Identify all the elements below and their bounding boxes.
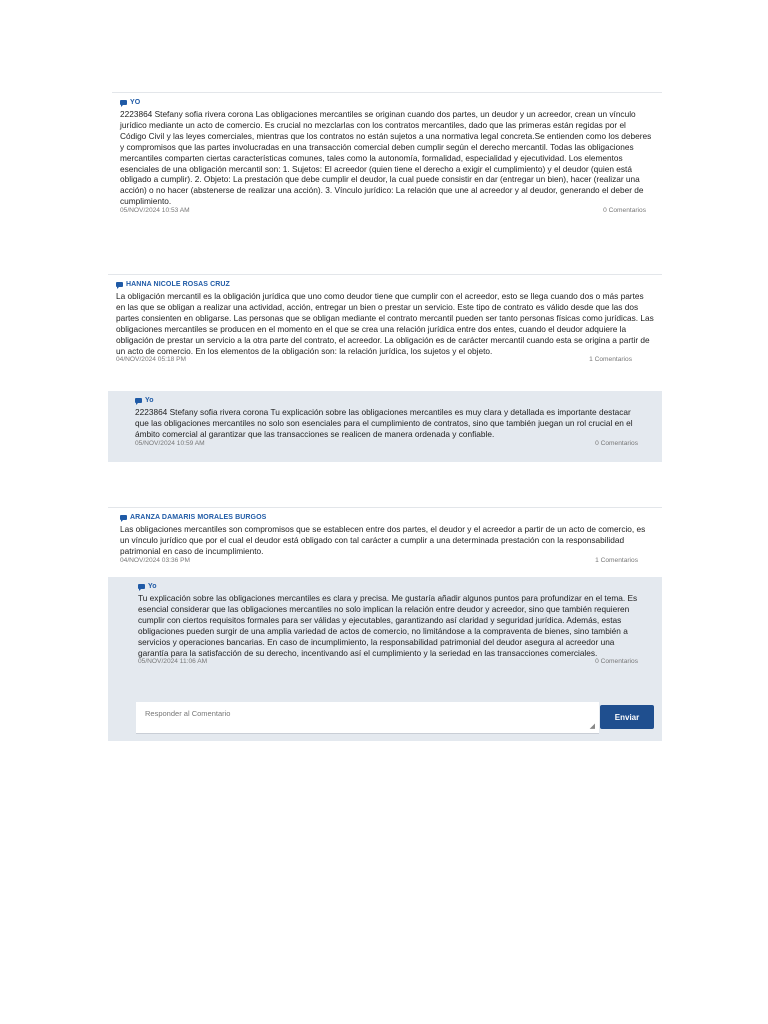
chat-bubble-icon [135, 398, 142, 403]
author-name[interactable]: Yo [145, 397, 154, 404]
comments-count-link[interactable]: 0 Comentarios [595, 439, 638, 447]
comments-count-link[interactable]: 0 Comentarios [603, 207, 646, 215]
author-name[interactable]: YO [130, 99, 141, 106]
comment-date: 05/NOV/2024 10:53 AM [120, 207, 190, 215]
send-button[interactable]: Enviar [600, 705, 654, 729]
comments-count-link[interactable]: 1 Comentarios [595, 556, 638, 564]
comment-author [116, 281, 654, 288]
comment-card [108, 274, 662, 363]
reply-card [138, 583, 638, 665]
chat-bubble-icon [138, 584, 145, 589]
comment-date: 04/NOV/2024 05:18 PM [116, 356, 187, 364]
comment-date: 04/NOV/2024 03:36 PM [120, 556, 191, 564]
comment-text: Las obligaciones mercantiles son compromisos que se establecen entre dos partes, el deudor y el acreedor a partir de un acto de comercio, es un vínculo jurídico que por el cual el deudor está obligado con tal carácter a cumplir a una determinada prestación con la responsabilidad patrimonial en caso de incumplimiento. [120, 524, 646, 556]
comment-card [108, 507, 662, 564]
comment-meta [120, 207, 654, 214]
reply-date: 05/NOV/2024 11:06 AM [138, 658, 208, 666]
comment-meta [120, 557, 650, 564]
reply-meta [135, 440, 638, 447]
author-name[interactable]: HANNA NICOLE ROSAS CRUZ [126, 281, 230, 288]
author-name[interactable]: ARANZA DAMARIS MORALES BURGOS [130, 514, 267, 521]
comment-card [112, 92, 662, 214]
chat-bubble-icon [116, 282, 123, 287]
comment-text: 2223864 Stefany sofia rivera corona Las obligaciones mercantiles se originan cuando dos partes, un deudor y un acreedor, crean un vínculo jurídico mediante un acto de comercio. Es crucial no mezclarlas con los contratos mercantiles, dado que las primeras están regidas por el Código Civil y las leyes comerciales, mientras que los contratos no están sujetos a una normativa legal concreta.Se entienden como los deberes y compromisos que las partes involucradas en una transacción comercial deben cumplir según el derecho mercantil. Todas las obligaciones mercantiles comparten ciertas características comunes, tales como la autonomía, formalidad, especialidad y ejecutividad. Los elementos esenciales de una obligación mercantil son: 1. Sujetos: El acreedor (quien tiene el derecho a exigir el cumplimiento) y el deudor (quien está obligado a cumplir). 2. Objeto: La prestación que debe cumplir el deudor, la cual puede consistir en dar (entregar un bien), hacer (realizar una acción) o no hacer (abstenerse de realizar una acción). 3. Vínculo jurídico: La relación que une al acreedor y al deudor, generando el deber de cumplimiento. [120, 109, 652, 207]
comments-count-link[interactable]: 0 Comentarios [595, 658, 638, 666]
reply-text: 2223864 Stefany sofia rivera corona Tu explicación sobre las obligaciones mercantiles es muy clara y detallada es importante destacar que las obligaciones mercantiles no solo son esenciales para el cumplimiento de contratos, sino que también juegan un rol crucial en el ámbito comercial al garantizar que las transacciones se realicen de manera ordenada y confiable. [135, 407, 633, 439]
reply-section [108, 577, 662, 741]
comment-author [120, 514, 650, 521]
comment-author [120, 99, 654, 106]
resize-grip-icon[interactable]: ◢ [589, 723, 595, 730]
chat-bubble-icon [120, 100, 127, 105]
reply-author [135, 397, 638, 404]
comment-meta [116, 356, 654, 363]
reply-textarea[interactable] [136, 702, 599, 734]
comment-text: La obligación mercantil es la obligación jurídica que uno como deudor tiene que cumplir con el acreedor, esto se llega cuando dos o más partes en las que se obligan a realizar una actividad, acción, entregar un bien o prestar un servicio. Este tipo de contrato es válido desde que las dos partes consienten en obligarse. Las personas que se obligan mediante el contrato mercantil pueden ser tanto personas físicas como jurídicas. Las obligaciones mercantiles se producen en el momento en el que se crea una relación jurídica entre dos entes, cuando el deudor adquiere la obligación de prestar un servicio a la otra parte del contrato, el acreedor. La obligación es de carácter mercantil cuando esta se origina a partir de un acto de comercio. En los elementos de la obligación son: la relación jurídica, los sujetos y el objeto. [116, 291, 654, 356]
author-name[interactable]: Yo [148, 583, 157, 590]
reply-date: 05/NOV/2024 10:59 AM [135, 439, 205, 447]
chat-bubble-icon [120, 515, 127, 520]
reply-author [138, 583, 638, 590]
reply-placeholder: Responder al Comentario [145, 709, 231, 718]
reply-meta [138, 658, 638, 665]
comments-count-link[interactable]: 1 Comentarios [589, 356, 632, 364]
reply-text: Tu explicación sobre las obligaciones mercantiles es clara y precisa. Me gustaría añadir algunos puntos para profundizar en el tema. Es esencial considerar que las obligaciones mercantiles no solo implican la relación entre deudor y acreedor, sino que también requieren cumplir con ciertos requisitos formales para ser válidas y ejecutables, garantizando así claridad y seguridad jurídica. Además, estas obligaciones pueden surgir de una amplia variedad de actos de comercio, no limitándose a la compraventa de bienes, sino también a servicios y operaciones bancarias. En caso de incumplimiento, la responsabilidad patrimonial del deudor asegura al acreedor una garantía para la satisfacción de su derecho, incentivando así el cumplimiento y la seriedad en las transacciones comerciales. [138, 593, 638, 658]
reply-card [108, 391, 662, 462]
